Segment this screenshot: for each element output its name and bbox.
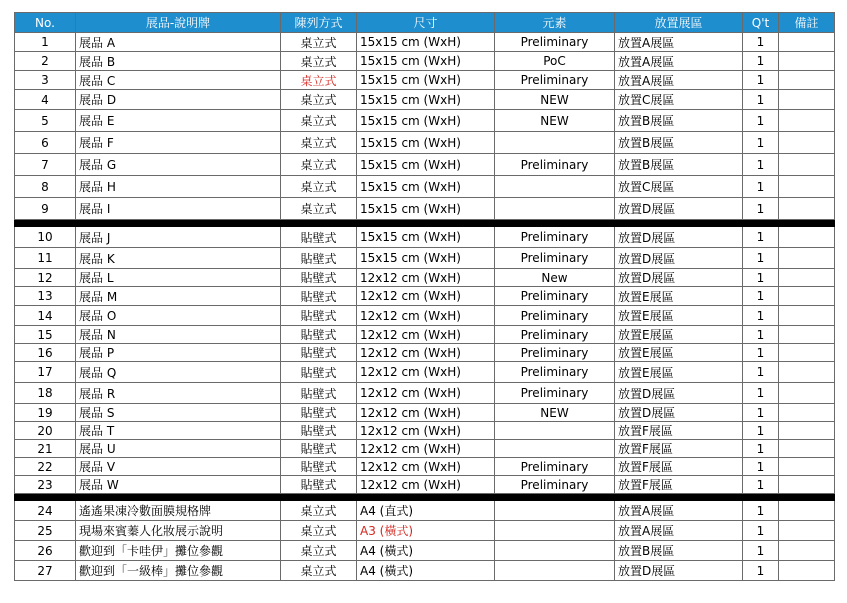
cell-display-method[interactable]: 貼壁式	[281, 440, 357, 458]
cell-element[interactable]: NEW	[495, 110, 615, 132]
cell-zone[interactable]: 放置D展區	[615, 227, 743, 248]
cell-quantity[interactable]: 1	[743, 344, 779, 362]
cell-row-no[interactable]: 13	[15, 287, 76, 306]
table-row	[15, 404, 835, 422]
cell-exhibit-name[interactable]: 展品 P	[76, 344, 281, 362]
cell-size[interactable]: 12x12 cm (WxH)	[357, 383, 495, 404]
cell-note[interactable]	[779, 362, 835, 383]
cell-display-method[interactable]: 桌立式	[281, 561, 357, 581]
cell-size[interactable]: 12x12 cm (WxH)	[357, 404, 495, 422]
cell-note[interactable]	[779, 110, 835, 132]
cell-size[interactable]: 12x12 cm (WxH)	[357, 422, 495, 440]
cell-quantity[interactable]: 1	[743, 541, 779, 561]
cell-exhibit-name[interactable]: 展品 S	[76, 404, 281, 422]
cell-row-no[interactable]: 16	[15, 344, 76, 362]
cell-zone[interactable]: 放置C展區	[615, 176, 743, 198]
cell-row-no[interactable]: 18	[15, 383, 76, 404]
cell-row-no[interactable]: 11	[15, 248, 76, 269]
header-element[interactable]: 元素	[495, 13, 615, 33]
table-row	[15, 227, 835, 248]
cell-element[interactable]: Preliminary	[495, 344, 615, 362]
cell-display-method[interactable]: 桌立式	[281, 198, 357, 220]
cell-zone[interactable]: 放置E展區	[615, 306, 743, 326]
cell-quantity[interactable]: 1	[743, 248, 779, 269]
cell-size[interactable]: 12x12 cm (WxH)	[357, 476, 495, 494]
cell-quantity[interactable]: 1	[743, 476, 779, 494]
table-row	[15, 287, 835, 306]
cell-note[interactable]	[779, 90, 835, 110]
cell-zone[interactable]: 放置A展區	[615, 501, 743, 521]
cell-zone[interactable]: 放置B展區	[615, 110, 743, 132]
header-row	[15, 13, 835, 33]
cell-element[interactable]: Preliminary	[495, 227, 615, 248]
cell-row-no[interactable]: 6	[15, 132, 76, 154]
cell-row-no[interactable]: 2	[15, 52, 76, 71]
cell-zone[interactable]: 放置E展區	[615, 362, 743, 383]
cell-display-method[interactable]: 貼壁式	[281, 362, 357, 383]
cell-element[interactable]	[495, 422, 615, 440]
cell-element[interactable]: Preliminary	[495, 476, 615, 494]
table-row	[15, 422, 835, 440]
table-row	[15, 306, 835, 326]
cell-note[interactable]	[779, 71, 835, 90]
table-row	[15, 501, 835, 521]
cell-size[interactable]: 15x15 cm (WxH)	[357, 110, 495, 132]
cell-row-no[interactable]: 14	[15, 306, 76, 326]
cell-quantity[interactable]: 1	[743, 90, 779, 110]
cell-size[interactable]: 15x15 cm (WxH)	[357, 227, 495, 248]
cell-display-method[interactable]: 桌立式	[281, 154, 357, 176]
cell-quantity[interactable]: 1	[743, 71, 779, 90]
cell-row-no[interactable]: 3	[15, 71, 76, 90]
table-row	[15, 362, 835, 383]
cell-display-method[interactable]: 貼壁式	[281, 344, 357, 362]
cell-element[interactable]	[495, 132, 615, 154]
cell-size[interactable]: A4 (橫式)	[357, 561, 495, 581]
cell-display-method[interactable]: 桌立式	[281, 132, 357, 154]
cell-exhibit-name[interactable]: 展品 L	[76, 269, 281, 287]
table-row	[15, 33, 835, 52]
cell-zone[interactable]: 放置D展區	[615, 383, 743, 404]
cell-element[interactable]	[495, 521, 615, 541]
cell-element[interactable]	[495, 501, 615, 521]
cell-exhibit-name[interactable]: 展品 J	[76, 227, 281, 248]
cell-zone[interactable]: 放置D展區	[615, 561, 743, 581]
cell-size[interactable]: 12x12 cm (WxH)	[357, 440, 495, 458]
table-row	[15, 52, 835, 71]
cell-exhibit-name[interactable]: 遙遙果凍冷數面膜規格牌	[76, 501, 281, 521]
cell-exhibit-name[interactable]: 展品 D	[76, 90, 281, 110]
cell-display-method[interactable]: 貼壁式	[281, 326, 357, 344]
cell-size[interactable]: 12x12 cm (WxH)	[357, 362, 495, 383]
cell-note[interactable]	[779, 306, 835, 326]
cell-exhibit-name[interactable]: 展品 Q	[76, 362, 281, 383]
cell-quantity[interactable]: 1	[743, 422, 779, 440]
cell-size[interactable]: 12x12 cm (WxH)	[357, 458, 495, 476]
cell-note[interactable]	[779, 422, 835, 440]
cell-display-method[interactable]: 貼壁式	[281, 248, 357, 269]
group-separator	[15, 220, 835, 227]
cell-row-no[interactable]: 27	[15, 561, 76, 581]
cell-size[interactable]: A4 (橫式)	[357, 541, 495, 561]
cell-note[interactable]	[779, 132, 835, 154]
cell-display-method[interactable]: 貼壁式	[281, 227, 357, 248]
table-row	[15, 561, 835, 581]
cell-quantity[interactable]: 1	[743, 440, 779, 458]
cell-note[interactable]	[779, 561, 835, 581]
cell-element[interactable]: Preliminary	[495, 248, 615, 269]
cell-quantity[interactable]: 1	[743, 383, 779, 404]
cell-display-method[interactable]: 貼壁式	[281, 383, 357, 404]
cell-zone[interactable]: 放置E展區	[615, 287, 743, 306]
cell-exhibit-name[interactable]: 展品 H	[76, 176, 281, 198]
cell-size[interactable]: 15x15 cm (WxH)	[357, 132, 495, 154]
cell-exhibit-name[interactable]: 展品 A	[76, 33, 281, 52]
cell-size[interactable]: 15x15 cm (WxH)	[357, 71, 495, 90]
cell-note[interactable]	[779, 154, 835, 176]
cell-zone[interactable]: 放置F展區	[615, 476, 743, 494]
group-separator	[15, 494, 835, 501]
cell-quantity[interactable]: 1	[743, 132, 779, 154]
header-display-method[interactable]: 陳列方式	[281, 13, 357, 33]
cell-quantity[interactable]: 1	[743, 154, 779, 176]
cell-row-no[interactable]: 23	[15, 476, 76, 494]
cell-element[interactable]: Preliminary	[495, 287, 615, 306]
table-row	[15, 110, 835, 132]
cell-row-no[interactable]: 12	[15, 269, 76, 287]
cell-size[interactable]: 15x15 cm (WxH)	[357, 248, 495, 269]
cell-exhibit-name[interactable]: 展品 R	[76, 383, 281, 404]
cell-row-no[interactable]: 15	[15, 326, 76, 344]
cell-note[interactable]	[779, 458, 835, 476]
cell-note[interactable]	[779, 501, 835, 521]
cell-exhibit-name[interactable]: 歡迎到「卡哇伊」攤位參觀	[76, 541, 281, 561]
cell-element[interactable]: Preliminary	[495, 33, 615, 52]
cell-row-no[interactable]: 5	[15, 110, 76, 132]
cell-quantity[interactable]: 1	[743, 269, 779, 287]
cell-zone[interactable]: 放置A展區	[615, 33, 743, 52]
cell-quantity[interactable]: 1	[743, 33, 779, 52]
cell-element[interactable]: Preliminary	[495, 71, 615, 90]
cell-note[interactable]	[779, 198, 835, 220]
cell-element[interactable]: Preliminary	[495, 362, 615, 383]
separator-bar	[15, 220, 835, 227]
cell-display-method[interactable]: 桌立式	[281, 501, 357, 521]
cell-display-method[interactable]: 桌立式	[281, 33, 357, 52]
cell-exhibit-name[interactable]: 展品 K	[76, 248, 281, 269]
cell-quantity[interactable]: 1	[743, 198, 779, 220]
table-row	[15, 344, 835, 362]
cell-quantity[interactable]: 1	[743, 176, 779, 198]
cell-size[interactable]: 15x15 cm (WxH)	[357, 90, 495, 110]
cell-display-method[interactable]: 貼壁式	[281, 422, 357, 440]
cell-display-method[interactable]: 桌立式	[281, 176, 357, 198]
cell-zone[interactable]: 放置A展區	[615, 71, 743, 90]
header-exhibit-sign[interactable]: 展品-說明牌	[76, 13, 281, 33]
cell-row-no[interactable]: 4	[15, 90, 76, 110]
cell-size[interactable]: 12x12 cm (WxH)	[357, 344, 495, 362]
cell-size[interactable]: 15x15 cm (WxH)	[357, 33, 495, 52]
table-row	[15, 521, 835, 541]
cell-zone[interactable]: 放置A展區	[615, 521, 743, 541]
cell-quantity[interactable]: 1	[743, 501, 779, 521]
cell-display-method[interactable]: 桌立式	[281, 52, 357, 71]
cell-element[interactable]	[495, 176, 615, 198]
cell-size[interactable]: 12x12 cm (WxH)	[357, 287, 495, 306]
cell-zone[interactable]: 放置F展區	[615, 458, 743, 476]
table-row	[15, 326, 835, 344]
cell-row-no[interactable]: 25	[15, 521, 76, 541]
cell-exhibit-name[interactable]: 展品 V	[76, 458, 281, 476]
cell-note[interactable]	[779, 52, 835, 71]
cell-zone[interactable]: 放置B展區	[615, 154, 743, 176]
cell-note[interactable]	[779, 33, 835, 52]
cell-element[interactable]	[495, 440, 615, 458]
table-row	[15, 440, 835, 458]
cell-zone[interactable]: 放置D展區	[615, 248, 743, 269]
table-row	[15, 541, 835, 561]
table-row	[15, 269, 835, 287]
cell-size[interactable]: A3 (橫式)	[357, 521, 495, 541]
cell-display-method[interactable]: 桌立式	[281, 110, 357, 132]
cell-size[interactable]: 15x15 cm (WxH)	[357, 198, 495, 220]
cell-exhibit-name[interactable]: 現場來賓蓁人化妝展示說明	[76, 521, 281, 541]
cell-element[interactable]: Preliminary	[495, 458, 615, 476]
cell-zone[interactable]: 放置D展區	[615, 404, 743, 422]
cell-zone[interactable]: 放置E展區	[615, 344, 743, 362]
cell-element[interactable]: Preliminary	[495, 383, 615, 404]
cell-exhibit-name[interactable]: 展品 C	[76, 71, 281, 90]
cell-display-method[interactable]: 桌立式	[281, 541, 357, 561]
table-row	[15, 198, 835, 220]
cell-note[interactable]	[779, 176, 835, 198]
cell-row-no[interactable]: 22	[15, 458, 76, 476]
cell-exhibit-name[interactable]: 展品 G	[76, 154, 281, 176]
cell-quantity[interactable]: 1	[743, 521, 779, 541]
cell-exhibit-name[interactable]: 展品 M	[76, 287, 281, 306]
table-row	[15, 90, 835, 110]
cell-exhibit-name[interactable]: 展品 U	[76, 440, 281, 458]
table-row	[15, 476, 835, 494]
cell-exhibit-name[interactable]: 展品 E	[76, 110, 281, 132]
cell-exhibit-name[interactable]: 展品 F	[76, 132, 281, 154]
cell-element[interactable]: New	[495, 269, 615, 287]
cell-element[interactable]	[495, 198, 615, 220]
cell-element[interactable]	[495, 561, 615, 581]
cell-zone[interactable]: 放置A展區	[615, 52, 743, 71]
cell-zone[interactable]: 放置B展區	[615, 132, 743, 154]
cell-note[interactable]	[779, 476, 835, 494]
cell-zone[interactable]: 放置B展區	[615, 541, 743, 561]
separator-bar	[15, 494, 835, 501]
cell-quantity[interactable]: 1	[743, 561, 779, 581]
cell-exhibit-name[interactable]: 展品 T	[76, 422, 281, 440]
cell-row-no[interactable]: 7	[15, 154, 76, 176]
cell-display-method[interactable]: 貼壁式	[281, 306, 357, 326]
cell-row-no[interactable]: 17	[15, 362, 76, 383]
cell-note[interactable]	[779, 383, 835, 404]
cell-display-method[interactable]: 貼壁式	[281, 458, 357, 476]
cell-row-no[interactable]: 19	[15, 404, 76, 422]
cell-zone[interactable]: 放置C展區	[615, 90, 743, 110]
table-row	[15, 154, 835, 176]
cell-row-no[interactable]: 26	[15, 541, 76, 561]
cell-note[interactable]	[779, 344, 835, 362]
cell-row-no[interactable]: 10	[15, 227, 76, 248]
cell-quantity[interactable]: 1	[743, 362, 779, 383]
cell-size[interactable]: 12x12 cm (WxH)	[357, 306, 495, 326]
cell-quantity[interactable]: 1	[743, 326, 779, 344]
cell-display-method[interactable]: 桌立式	[281, 71, 357, 90]
cell-note[interactable]	[779, 326, 835, 344]
cell-zone[interactable]: 放置D展區	[615, 269, 743, 287]
cell-row-no[interactable]: 9	[15, 198, 76, 220]
cell-display-method[interactable]: 桌立式	[281, 90, 357, 110]
cell-display-method[interactable]: 貼壁式	[281, 476, 357, 494]
cell-zone[interactable]: 放置F展區	[615, 440, 743, 458]
cell-zone[interactable]: 放置E展區	[615, 326, 743, 344]
cell-quantity[interactable]: 1	[743, 287, 779, 306]
header-note[interactable]: 備註	[779, 13, 835, 33]
cell-display-method[interactable]: 桌立式	[281, 521, 357, 541]
cell-note[interactable]	[779, 287, 835, 306]
table-row	[15, 458, 835, 476]
header-zone[interactable]: 放置展區	[615, 13, 743, 33]
cell-exhibit-name[interactable]: 展品 N	[76, 326, 281, 344]
cell-row-no[interactable]: 24	[15, 501, 76, 521]
cell-note[interactable]	[779, 541, 835, 561]
cell-note[interactable]	[779, 404, 835, 422]
cell-note[interactable]	[779, 440, 835, 458]
cell-note[interactable]	[779, 269, 835, 287]
cell-row-no[interactable]: 20	[15, 422, 76, 440]
cell-display-method[interactable]: 貼壁式	[281, 269, 357, 287]
table-row	[15, 248, 835, 269]
cell-exhibit-name[interactable]: 展品 B	[76, 52, 281, 71]
cell-size[interactable]: 15x15 cm (WxH)	[357, 176, 495, 198]
exhibit-table	[14, 12, 835, 581]
cell-quantity[interactable]: 1	[743, 458, 779, 476]
cell-element[interactable]: NEW	[495, 404, 615, 422]
cell-quantity[interactable]: 1	[743, 404, 779, 422]
cell-exhibit-name[interactable]: 展品 O	[76, 306, 281, 326]
header-qty[interactable]: Q't	[743, 13, 779, 33]
cell-size[interactable]: 15x15 cm (WxH)	[357, 154, 495, 176]
table-row	[15, 176, 835, 198]
cell-row-no[interactable]: 1	[15, 33, 76, 52]
cell-size[interactable]: A4 (直式)	[357, 501, 495, 521]
cell-note[interactable]	[779, 521, 835, 541]
cell-exhibit-name[interactable]: 歡迎到「一級棒」攤位參觀	[76, 561, 281, 581]
cell-size[interactable]: 15x15 cm (WxH)	[357, 52, 495, 71]
cell-quantity[interactable]: 1	[743, 306, 779, 326]
cell-element[interactable]: Preliminary	[495, 326, 615, 344]
table-row	[15, 71, 835, 90]
cell-row-no[interactable]: 21	[15, 440, 76, 458]
cell-display-method[interactable]: 貼壁式	[281, 287, 357, 306]
header-no[interactable]: No.	[15, 13, 76, 33]
cell-element[interactable]: Preliminary	[495, 306, 615, 326]
cell-size[interactable]: 12x12 cm (WxH)	[357, 269, 495, 287]
header-size[interactable]: 尺寸	[357, 13, 495, 33]
table-row	[15, 132, 835, 154]
cell-element[interactable]: Preliminary	[495, 154, 615, 176]
cell-zone[interactable]: 放置D展區	[615, 198, 743, 220]
cell-display-method[interactable]: 貼壁式	[281, 404, 357, 422]
spreadsheet	[14, 12, 834, 581]
cell-exhibit-name[interactable]: 展品 I	[76, 198, 281, 220]
cell-note[interactable]	[779, 248, 835, 269]
cell-quantity[interactable]: 1	[743, 227, 779, 248]
cell-quantity[interactable]: 1	[743, 52, 779, 71]
cell-size[interactable]: 12x12 cm (WxH)	[357, 326, 495, 344]
cell-note[interactable]	[779, 227, 835, 248]
cell-element[interactable]: NEW	[495, 90, 615, 110]
cell-exhibit-name[interactable]: 展品 W	[76, 476, 281, 494]
cell-row-no[interactable]: 8	[15, 176, 76, 198]
cell-element[interactable]	[495, 541, 615, 561]
cell-quantity[interactable]: 1	[743, 110, 779, 132]
table-row	[15, 383, 835, 404]
cell-zone[interactable]: 放置F展區	[615, 422, 743, 440]
cell-element[interactable]: PoC	[495, 52, 615, 71]
